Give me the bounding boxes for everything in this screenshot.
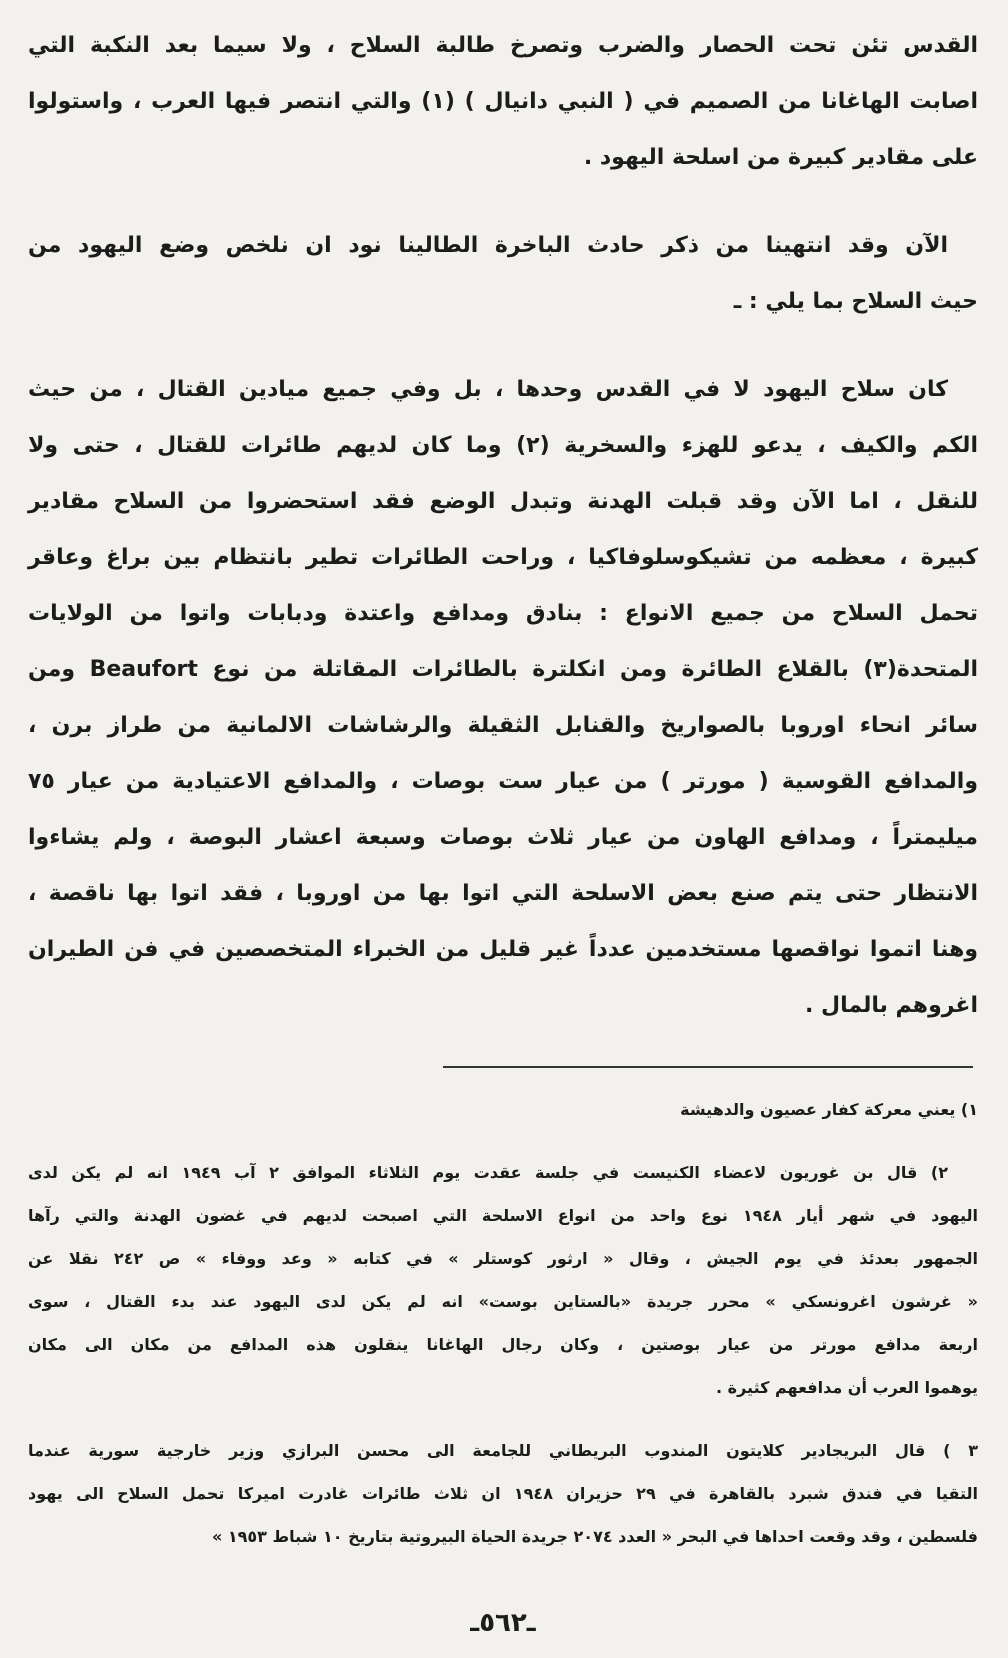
footnote-line: يوهموا العرب أن مدافعهم كثيرة . bbox=[715, 1378, 978, 1397]
body-line: اصابت الهاغانا من الصميم في ( النبي دانيال ) (١) والتي انتصر فيها العرب ، واستولوا bbox=[28, 89, 978, 114]
body-line: الكم والكيف ، يدعو للهزء والسخرية (٢) وما كان لديهم طائرات للقتال ، حتى ولا bbox=[28, 433, 978, 458]
body-line: وهنا اتموا نواقصها مستخدمين عدداً غير قليل من الخبراء المتخصصين في فن الطيران bbox=[28, 937, 978, 962]
paragraph bbox=[28, 18, 978, 186]
body-line: والمدافع القوسية ( مورتر ) من عيار ست بوصات ، والمدافع الاعتيادية من عيار ٧٥ bbox=[28, 769, 978, 794]
footnote-line: ١) يعني معركة كفار عصيون والدهيشة bbox=[680, 1100, 978, 1119]
footnote-separator bbox=[443, 1066, 973, 1068]
body-line: للنقل ، اما الآن وقد قبلت الهدنة وتبدل الوضع فقد استحضروا من السلاح مقادير bbox=[28, 489, 978, 514]
footnote bbox=[28, 1151, 978, 1409]
footnote bbox=[28, 1429, 978, 1558]
body-line: ميليمتراً ، ومدافع الهاون من عيار ثلاث بوصات وسبعة اعشار البوصة ، ولم يشاءوا bbox=[28, 825, 978, 850]
body-line: على مقادير كبيرة من اسلحة اليهود . bbox=[583, 145, 978, 170]
footnote-line: ٢) قال بن غوريون لاعضاء الكنيست في جلسة عقدت يوم الثلاثاء الموافق ٢ آب ١٩٤٩ انه لم يكن لدى bbox=[28, 1163, 949, 1182]
footnote-line: ٣ ) قال البريجادير كلايتون المندوب البريطاني للجامعة الى محسن البرازي وزير خارجية سورية عندما bbox=[28, 1441, 978, 1460]
body-line: حيث السلاح بما يلي : ـ bbox=[733, 289, 978, 314]
footnote-line: اربعة مدافع مورتر من عيار بوصتين ، وكان رجال الهاغانا ينقلون هذه المدافع من مكان الى مكان bbox=[28, 1335, 978, 1354]
footnote bbox=[28, 1088, 978, 1131]
body-line: المتحدة(٣) بالقلاع الطائرة ومن انكلترة بالطائرات المقاتلة من نوع Beaufort ومن bbox=[28, 657, 978, 682]
page-number: ـ٥٦٢ـ bbox=[470, 1608, 536, 1638]
paragraph bbox=[28, 362, 978, 1034]
body-line: اغروهم بالمال . bbox=[805, 993, 978, 1018]
footnote-line: « غرشون اغرونسكي » محرر جريدة «بالستاين بوست» انه لم يكن لدى اليهود عند بدء القتال ، سوى bbox=[28, 1292, 978, 1311]
footnote-line: الجمهور بعدئذ في يوم الجيش ، وقال « ارثور كوستلر » في كتابه « وعد ووفاء » ص ٢٤٢ نقلا عن bbox=[28, 1249, 978, 1268]
body-line: سائر انحاء اوروبا بالصواريخ والقنابل الثقيلة والرشاشات الالمانية من طراز برن ، bbox=[28, 713, 978, 738]
footnote-separator-wrap bbox=[28, 1066, 978, 1068]
footnote-line: اليهود في شهر أيار ١٩٤٨ نوع واحد من انواع الاسلحة التي اصبحت لديهم في غضون الهدنة والتي رآها bbox=[28, 1206, 979, 1225]
body-line: الآن وقد انتهينا من ذكر حادث الباخرة الطالينا نود ان نلخص وضع اليهود من bbox=[28, 233, 948, 258]
body-line: الانتظار حتى يتم صنع بعض الاسلحة التي اتوا بها من اوروبا ، فقد اتوا بها ناقصة ، bbox=[28, 881, 978, 906]
footnote-line: فلسطين ، وقد وقعت احداها في البحر « العدد ٢٠٧٤ جريدة الحياة البيروتية بتاريخ ١٠ شباط ١٩٥٣ » bbox=[211, 1527, 978, 1546]
body-line: كان سلاح اليهود لا في القدس وحدها ، بل وفي جميع ميادين القتال ، من حيث bbox=[28, 377, 948, 402]
paragraph bbox=[28, 218, 978, 330]
body-line: تحمل السلاح من جميع الانواع : بنادق ومدافع واعتدة ودبابات واتوا من الولايات bbox=[28, 601, 978, 626]
body-line: كبيرة ، معظمه من تشيكوسلوفاكيا ، وراحت الطائرات تطير بانتظام بين براغ وعاقر bbox=[28, 545, 978, 570]
book-page bbox=[28, 18, 978, 1638]
body-line: القدس تئن تحت الحصار والضرب وتصرخ طالبة السلاح ، ولا سيما بعد النكبة التي bbox=[28, 33, 978, 58]
footnote-line: التقيا في فندق شبرد بالقاهرة في ٢٩ حزيران ١٩٤٨ ان ثلاث طائرات غادرت اميركا تحمل السلاح الى يهود bbox=[28, 1484, 978, 1503]
